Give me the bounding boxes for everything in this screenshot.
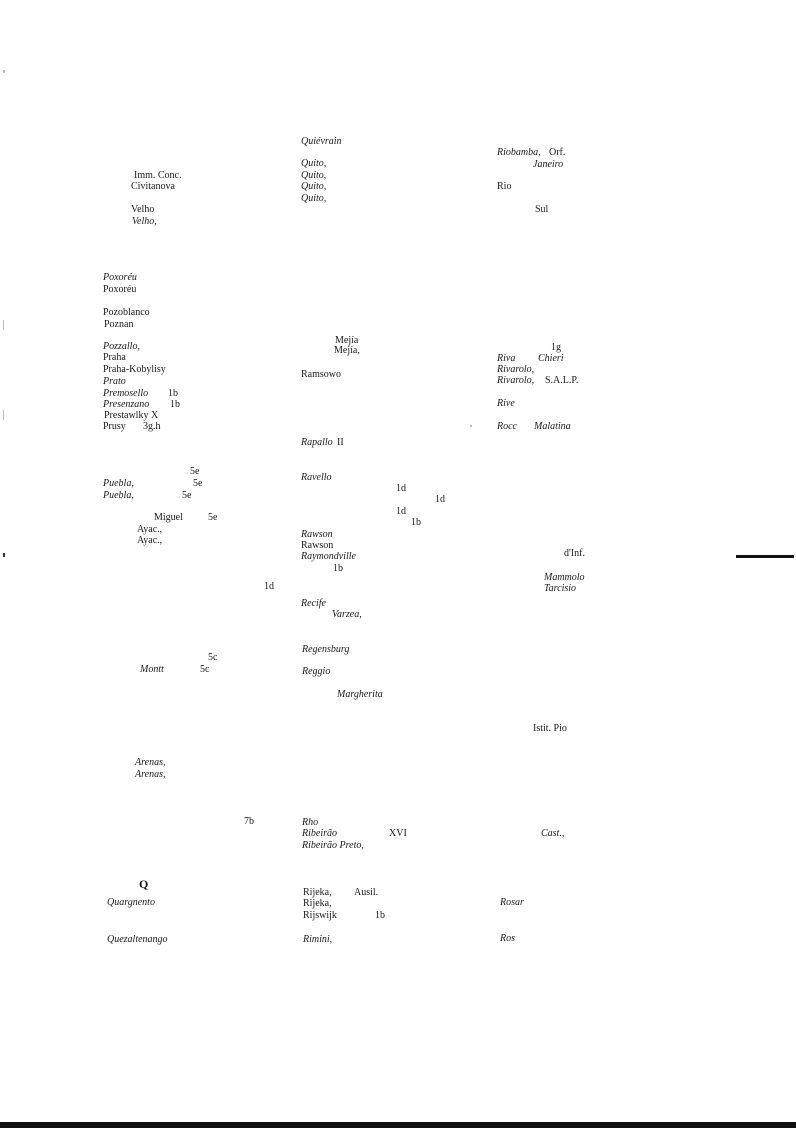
margin-mark (3, 320, 4, 330)
entry-text: Presenzano (103, 399, 150, 410)
entry-text: 1b (168, 388, 178, 399)
entry-text: Regensburg (302, 644, 350, 655)
entry-text: Quezaltenango (107, 934, 168, 945)
entry-text: Arenas, (135, 769, 166, 780)
entry-text: Velho, (132, 216, 157, 227)
entry-text: Rapallo (301, 437, 333, 448)
entry-text: 1g (551, 342, 561, 353)
entry-text: Prusy (103, 421, 126, 432)
entry-text: Tarcisio (544, 583, 577, 594)
entry-text: Reggio (302, 666, 331, 677)
margin-mark (470, 425, 472, 427)
entry-text: Ayac., (137, 524, 163, 535)
entry-text: Puebla, (103, 490, 134, 501)
entry-text: Raymondville (301, 551, 356, 562)
entry-text: Praha (103, 352, 126, 363)
entry-text: Rijeka, (303, 887, 332, 898)
entry-text: Riva (497, 353, 516, 364)
margin-rule (736, 555, 794, 558)
entry-text: Malatina (534, 421, 571, 432)
entry-text: Orf. (549, 147, 566, 158)
entry-text: Rho (302, 817, 319, 828)
entry-text: Riobamba, (497, 147, 541, 158)
entry-text: Velho (131, 204, 155, 215)
entry-text: Ros (500, 933, 515, 944)
entry-text: 5c (208, 652, 218, 663)
entry-text: Imm. Conc. (134, 170, 182, 181)
entry-text: S.A.L.P. (545, 375, 579, 386)
entry-text: Chieri (538, 353, 564, 364)
entry-text: II (337, 437, 344, 448)
entry-text: Janeiro (533, 159, 564, 170)
section-letter: Q (139, 877, 149, 891)
entry-text: Poxoréu (103, 284, 137, 295)
entry-text: 5e (190, 466, 200, 477)
entry-text: 1d (264, 581, 274, 592)
entry-text: Quito, (301, 170, 327, 181)
entry-text: Ribeirão Preto, (302, 840, 364, 851)
entry-text: d'Inf. (564, 548, 585, 559)
margin-mark (3, 410, 4, 420)
entry-text: Recife (301, 598, 326, 609)
entry-text: Rijeka, (303, 898, 332, 909)
entry-text: Montt (140, 664, 164, 675)
bottom-rule (0, 1122, 796, 1128)
entry-text: Quito, (301, 193, 327, 204)
entry-text: Prato (103, 376, 126, 387)
entry-text: Ayac., (137, 535, 163, 546)
entry-text: Rawson (301, 540, 334, 551)
entry-text: 1b (411, 517, 421, 528)
entry-text: Rivarolo, (497, 364, 535, 375)
entry-text: Rivarolo, (497, 375, 535, 386)
entry-text: Puebla, (103, 478, 134, 489)
entry-text: 3g.h (143, 421, 161, 432)
entry-text: Ribeirão (302, 828, 337, 839)
entry-text: 7b (244, 816, 254, 827)
entry-text: Mejía, (334, 345, 360, 356)
entry-text: Pozzallo, (103, 341, 140, 352)
entry-text: Cast., (541, 828, 565, 839)
entry-text: Miguel (154, 512, 183, 523)
entry-text: Rawson (301, 529, 333, 540)
margin-mark (3, 553, 5, 557)
entry-text: 1b (333, 563, 343, 574)
entry-text: Mejía (335, 335, 359, 346)
entry-text: Rijswijk (303, 910, 337, 921)
entry-text: Mammolo (544, 572, 585, 583)
entry-text: Ramsowo (301, 369, 341, 380)
entry-text: Istit. Pio (533, 723, 567, 734)
entry-text: Ausil. (354, 887, 379, 898)
entry-text: Premosello (103, 388, 149, 399)
entry-text: Quargnento (107, 897, 155, 908)
entry-text: 5c (200, 664, 210, 675)
entry-text: Civitanova (131, 181, 175, 192)
entry-text: Rocc (497, 421, 517, 432)
entry-text: Varzea, (332, 609, 362, 620)
entry-text: 1d (396, 483, 406, 494)
entry-text: Poznan (104, 319, 134, 330)
entry-text: 5e (182, 490, 192, 501)
entry-text: Praha-Kobylisy (103, 364, 166, 375)
entry-text: 1b (375, 910, 385, 921)
entry-text: Quito, (301, 158, 327, 169)
entry-text: Ravello (301, 472, 332, 483)
entry-text: XVI (389, 828, 407, 839)
entry-text: Quiévrain (301, 136, 342, 147)
entry-text: Rimini, (303, 934, 333, 945)
entry-text: Pozoblanco (103, 307, 150, 318)
entry-text: 5e (208, 512, 218, 523)
entry-text: Quito, (301, 181, 327, 192)
entry-text: Margherita (337, 689, 383, 700)
entry-text: 1b (170, 399, 180, 410)
entry-text: 1d (435, 494, 445, 505)
entry-text: Rio (497, 181, 512, 192)
entry-text: Rive (497, 398, 515, 409)
entry-text: Arenas, (135, 757, 166, 768)
margin-mark (3, 70, 5, 73)
entry-text: Prestawlky X (104, 410, 159, 421)
entry-text: Sul (535, 204, 549, 215)
entry-text: Poxoréu (103, 272, 137, 283)
entry-text: Rosar (500, 897, 524, 908)
entry-text: 1d (396, 506, 406, 517)
entry-text: 5e (193, 478, 203, 489)
